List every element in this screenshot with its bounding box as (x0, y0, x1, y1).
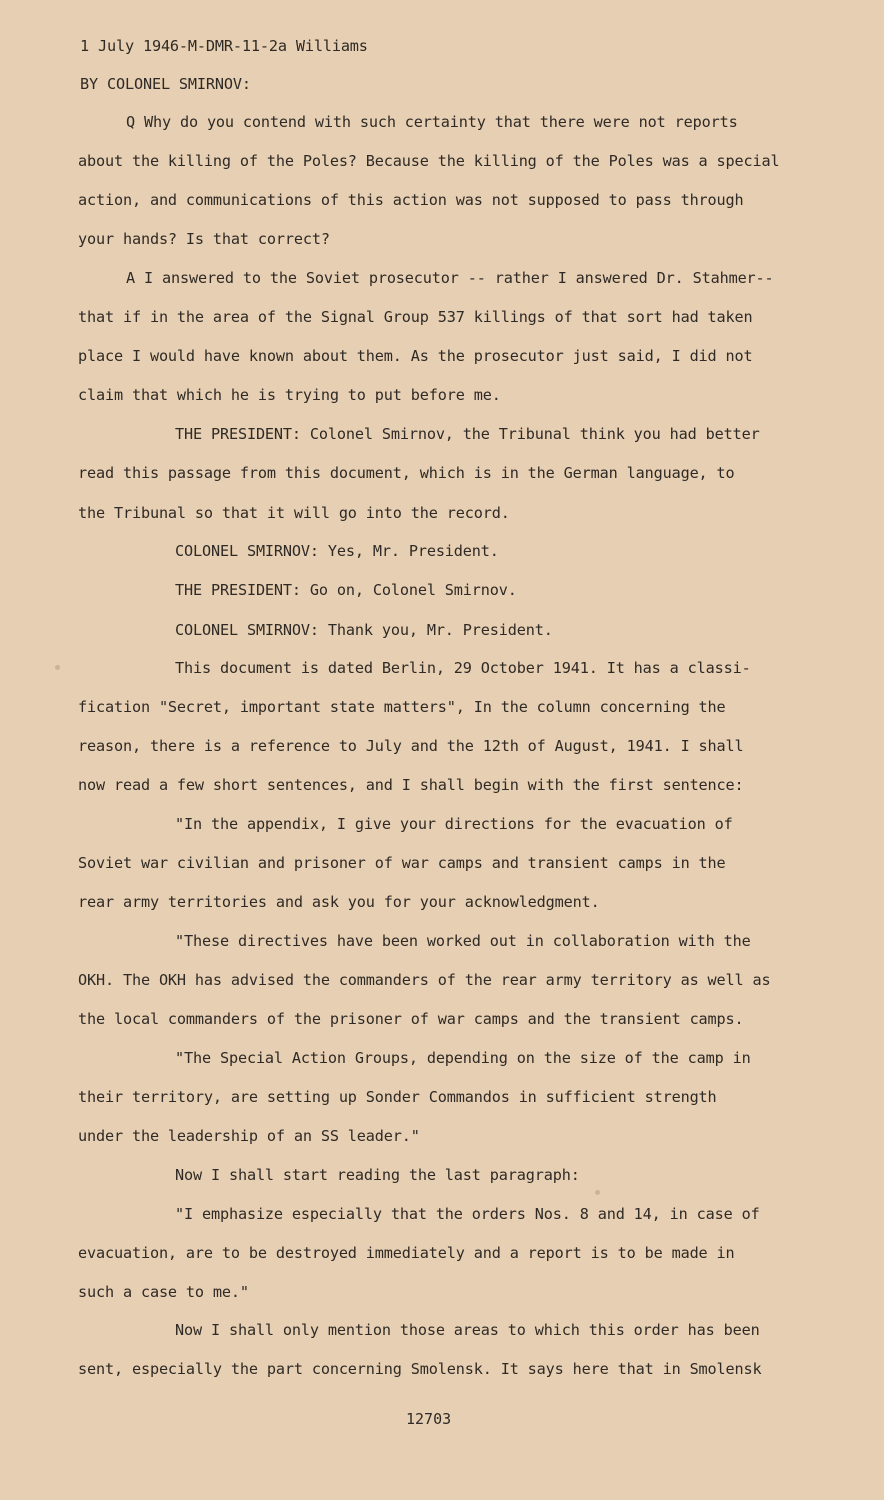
text-line: Soviet war civilian and prisoner of war camps and transient camps in the (78, 854, 726, 872)
text-line: "I emphasize especially that the orders Nos. 8 and 14, in case of (175, 1205, 760, 1223)
paper-speck (55, 665, 60, 670)
text-line: fication "Secret, important state matters", In the column concerning the (78, 698, 726, 716)
text-line: THE PRESIDENT: Colonel Smirnov, the Tribunal think you had better (175, 425, 760, 443)
page-header: 1 July 1946-M-DMR-11-2a Williams (80, 37, 368, 55)
paper-speck (595, 1190, 600, 1195)
text-line: "In the appendix, I give your directions for the evacuation of (175, 815, 733, 833)
text-line: sent, especially the part concerning Smolensk. It says here that in Smolensk (78, 1360, 762, 1378)
text-line: claim that which he is trying to put before me. (78, 386, 501, 404)
text-line: place I would have known about them. As the prosecutor just said, I did not (78, 347, 753, 365)
text-line: This document is dated Berlin, 29 October 1941. It has a classi- (175, 659, 751, 677)
text-line: OKH. The OKH has advised the commanders of the rear army territory as well as (78, 971, 771, 989)
text-line: Now I shall only mention those areas to which this order has been (175, 1321, 760, 1339)
text-line: A I answered to the Soviet prosecutor -- rather I answered Dr. Stahmer-- (126, 269, 774, 287)
page-number: 12703 (406, 1410, 452, 1428)
text-line: Q Why do you contend with such certainty that there were not reports (126, 113, 738, 131)
text-line: rear army territories and ask you for your acknowledgment. (78, 893, 600, 911)
text-line: COLONEL SMIRNOV: Thank you, Mr. President. (175, 621, 553, 639)
text-line: Now I shall start reading the last paragraph: (175, 1166, 580, 1184)
text-line: "The Special Action Groups, depending on the size of the camp in (175, 1049, 751, 1067)
text-line: evacuation, are to be destroyed immediately and a report is to be made in (78, 1244, 735, 1262)
text-line: now read a few short sentences, and I shall begin with the first sentence: (78, 776, 744, 794)
text-line: their territory, are setting up Sonder Commandos in sufficient strength (78, 1088, 717, 1106)
text-line: the local commanders of the prisoner of war camps and the transient camps. (78, 1010, 744, 1028)
text-line: that if in the area of the Signal Group 537 killings of that sort had taken (78, 308, 753, 326)
text-line: reason, there is a reference to July and the 12th of August, 1941. I shall (78, 737, 744, 755)
text-line: the Tribunal so that it will go into the record. (78, 504, 510, 522)
text-line: "These directives have been worked out in collaboration with the (175, 932, 751, 950)
text-line: under the leadership of an SS leader." (78, 1127, 420, 1145)
text-line: about the killing of the Poles? Because the killing of the Poles was a special (78, 152, 780, 170)
text-line: such a case to me." (78, 1283, 249, 1301)
text-line: your hands? Is that correct? (78, 230, 330, 248)
text-line: read this passage from this document, which is in the German language, to (78, 464, 735, 482)
text-line: BY COLONEL SMIRNOV: (80, 75, 251, 93)
text-line: action, and communications of this action was not supposed to pass through (78, 191, 744, 209)
text-line: COLONEL SMIRNOV: Yes, Mr. President. (175, 542, 499, 560)
text-line: THE PRESIDENT: Go on, Colonel Smirnov. (175, 581, 517, 599)
